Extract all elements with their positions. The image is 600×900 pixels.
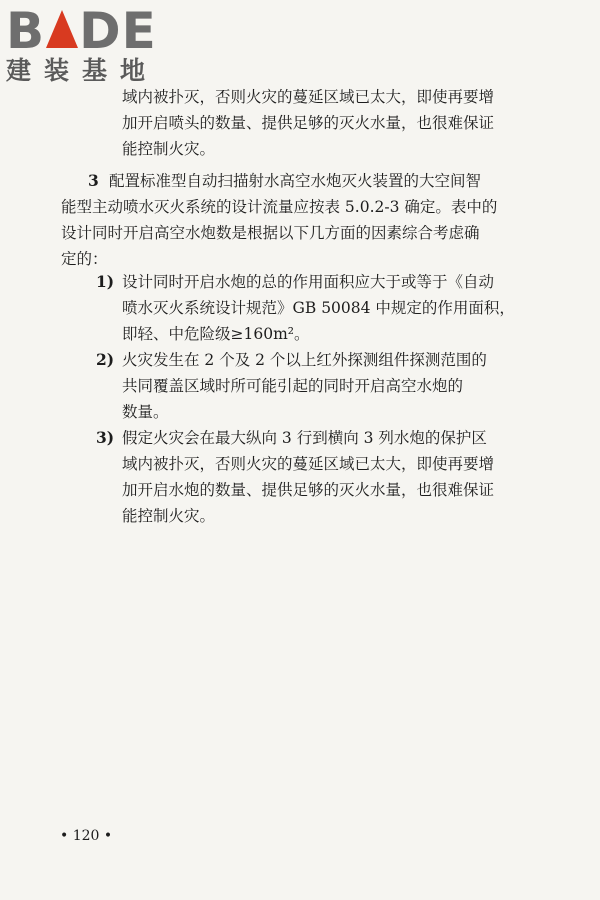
list-item-line: 即轻、中危险级≥160m²。 [122,325,310,343]
clause-line: 能型主动喷水灭火系统的设计流量应按表 5.0.2-3 确定。表中的 [61,198,498,216]
watermark-subtitle: 建装基地 [6,56,159,85]
continuation-line: 加开启喷头的数量、提供足够的灭火水量，也很难保证 [122,114,495,132]
triangle-icon [46,10,78,48]
clause-line: 配置标准型自动扫描射水高空水炮灭火装置的大空间智 [109,172,482,190]
list-item-line: 设计同时开启水炮的总的作用面积应大于或等于《自动 [122,273,495,291]
list-item-marker: 1) [96,272,115,291]
list-item-line: 加开启水炮的数量、提供足够的灭火水量，也很难保证 [122,481,495,499]
page-number: • 120 • [60,828,113,844]
clause-line: 设计同时开启高空水炮数是根据以下几方面的因素综合考虑确 [61,224,480,242]
continuation-line: 能控制火灾。 [122,140,216,158]
list-item-line: 火灾发生在 2 个及 2 个以上红外探测组件探测范围的 [122,351,487,369]
continuation-line: 域内被扑灭，否则火灾的蔓延区域已太大，即使再要增 [122,88,495,106]
watermark-logo-text: B DE [6,2,157,60]
watermark-logo [6,4,176,86]
list-item-line: 数量。 [122,403,169,421]
clause-line: 定的： [61,250,108,268]
list-item-line: 假定火灾会在最大纵向 3 行到横向 3 列水炮的保护区 [122,429,487,447]
list-item-line: 域内被扑灭，否则火灾的蔓延区域已太大，即使再要增 [122,455,495,473]
list-item-line: 能控制火灾。 [122,507,216,525]
list-item-line: 共同覆盖区域时所可能引起的同时开启高空水炮的 [122,377,464,395]
list-item-marker: 2) [96,350,115,369]
clause-number: 3 [88,171,99,190]
list-item-line: 喷水灭火系统设计规范》GB 50084 中规定的作用面积， [122,299,515,317]
list-item-marker: 3) [96,428,115,447]
